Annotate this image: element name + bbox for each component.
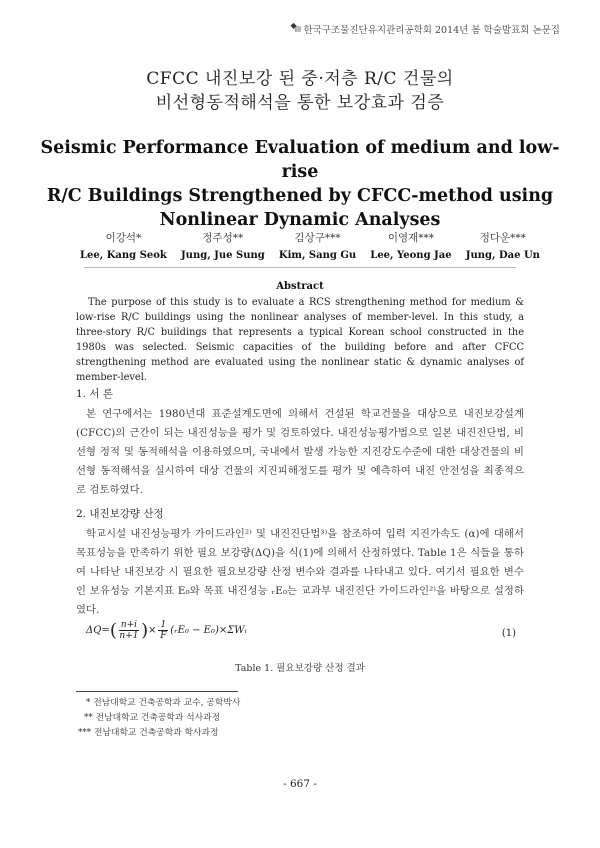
- fraction-1-numerator: n+i: [120, 620, 138, 630]
- author-english-name: Jung, Dae Un: [465, 250, 540, 261]
- author: [80, 230, 167, 264]
- footnote-rule: [76, 691, 238, 692]
- english-title: [40, 136, 560, 232]
- author-english-name: Kim, Sang Gu: [278, 250, 357, 261]
- abstract-heading: Abstract: [276, 281, 324, 292]
- english-title-line-2: R/C Buildings Strengthened by CFCC-method using: [46, 186, 554, 206]
- equation-times: ×: [148, 625, 157, 636]
- divider-rule: [84, 267, 516, 268]
- section-2-heading: 2. 내진보강량 산정: [76, 508, 164, 520]
- author-english-name: Jung, Jue Sung: [180, 250, 265, 261]
- fraction-2-numerator: 1: [160, 620, 167, 630]
- author-korean-name: 이강석*: [105, 232, 142, 244]
- author: [370, 230, 451, 264]
- korean-title: [0, 67, 600, 115]
- running-head-text: 한국구조물진단유지관리공학회 2014년 봄 학술발표회 논문집: [303, 25, 560, 36]
- author-korean-name: 정주성**: [202, 232, 244, 244]
- footnote: *** 전남대학교 건축공학과 학사과정: [78, 728, 219, 738]
- fraction-2-denominator: F: [160, 631, 167, 641]
- author: [181, 230, 265, 264]
- author-english-name: Lee, Kang Seok: [80, 250, 167, 261]
- equation-lhs: ΔQ=: [86, 625, 110, 636]
- fraction-1-denominator: n+1: [119, 631, 139, 641]
- author-korean-name: 김상구***: [294, 232, 341, 244]
- fraction-2: [158, 620, 168, 641]
- korean-title-line-2: 비선형동적해석을 통한 보강효과 검증: [155, 93, 445, 113]
- equation-tail: ΣWᵢ: [227, 625, 247, 636]
- author-korean-name: 정다운***: [479, 232, 526, 244]
- abstract-text: The purpose of this study is to evaluate a RCS strengthening method for medium & low-rise R/C buildings using the nonlinear analyses of member-level. In this study, a three-story R/C buildings that represents a typical Korean school constructed in the 1980s was selected. Seismic capacities of the building before and after CFCC strengthening method are evaluated using the nonlinear static & dynamic analyses of member-level.: [76, 297, 524, 383]
- equation-1: [86, 620, 247, 641]
- close-paren-icon: ): [141, 619, 149, 641]
- english-title-line-1: Seismic Performance Evaluation of medium and low-rise: [40, 138, 560, 182]
- author-korean-name: 이영재***: [387, 232, 435, 244]
- fraction-1: [119, 620, 139, 641]
- section-1-text: 본 연구에서는 1980년대 표준설계도면에 의해서 건설된 학교건물을 대상으로 내진보강설계(CFCC)의 근간이 되는 내진성능을 평가 및 검토하였다. 내진성능평가법으로 일본 내진진단법, 비선형 정적 및 동적해석을 이용하였으며, 국내에서 발생 가능한 지진강도수준에 대한 대상건물의 비선형 동적해석을 실시하여 대상 건물의 지진피해정도를 평가 및 예측하여 내진 안전성을 최종적으로 검토하였다.: [76, 408, 524, 496]
- footnote: ** 전남대학교 건축공학과 석사과정: [84, 713, 221, 723]
- equation-middle: (ᵣE₀ − E₀)×: [170, 625, 228, 636]
- open-paren-icon: (: [109, 619, 117, 641]
- author-list: [80, 230, 540, 264]
- author: [466, 230, 540, 264]
- author: [279, 230, 356, 264]
- running-head: [290, 22, 560, 36]
- korean-title-line-1: CFCC 내진보강 된 중·저층 R/C 건물의: [146, 69, 454, 89]
- equation-number: (1): [501, 628, 516, 639]
- author-english-name: Lee, Yeong Jae: [370, 250, 452, 261]
- table-caption: Table 1. 필요보강량 산정 결과: [235, 663, 365, 674]
- society-logo-icon: [290, 24, 300, 34]
- section-1-heading: 1. 서 론: [76, 388, 113, 400]
- english-title-line-3: Nonlinear Dynamic Analyses: [159, 210, 441, 230]
- page-number: - 667 -: [283, 778, 317, 790]
- section-2-text: 학교시설 내진성능평가 가이드라인²⁾ 및 내진진단법³⁾을 참조하여 입력 지진가속도 (α)에 대해서 목표성능을 만족하기 위한 필요 보강량(ΔQ)을 식(1)에 의해서 산정하였다. Table 1은 식들을 통하여 나타난 내진보강 시 필요한 필요보강량 산정 변수와 결과를 나타내고 있다. 여기서 필요한 변수인 보유성능 기본지표 E₀와 목표 내진성능 ᵣE₀는 교과부 내진진단 가이드라인²⁾을 바탕으로 설정하였다.: [76, 528, 524, 616]
- footnote: * 전남대학교 건축공학과 교수, 공학박사: [86, 698, 241, 708]
